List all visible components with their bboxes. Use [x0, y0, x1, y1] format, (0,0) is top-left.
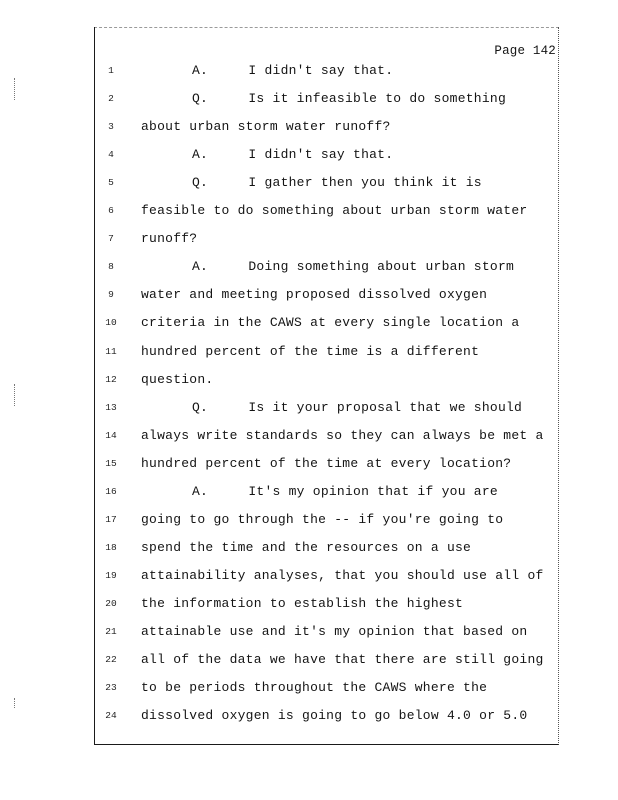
- transcript-line: [0, 566, 618, 586]
- transcript-line: [0, 370, 618, 390]
- line-text: attainability analyses, that you should use all of: [141, 567, 544, 583]
- line-text: A. I didn't say that.: [192, 147, 394, 163]
- line-number: 16: [105, 485, 117, 497]
- line-number: 12: [105, 373, 117, 385]
- page-number: Page 142: [494, 44, 556, 58]
- transcript-line: [0, 538, 618, 558]
- line-text: attainable use and it's my opinion that based on: [141, 624, 528, 639]
- transcript-line: [0, 285, 618, 305]
- line-number: 7: [108, 233, 114, 245]
- line-text: always write standards so they can always be met a: [141, 427, 544, 443]
- line-text: about urban storm water runoff?: [141, 119, 391, 135]
- line-number: 2: [108, 93, 114, 105]
- line-text: spend the time and the resources on a use: [141, 539, 472, 555]
- line-number: 24: [105, 710, 117, 722]
- transcript-line: [0, 510, 618, 530]
- line-text: dissolved oxygen is going to go below 4.0 or 5.0: [141, 708, 528, 724]
- transcript-line: [0, 678, 618, 698]
- line-number: 3: [108, 121, 114, 133]
- transcript-line: [0, 89, 618, 109]
- line-text: runoff?: [141, 231, 198, 247]
- transcript-line: [0, 342, 618, 362]
- line-number: 19: [105, 569, 117, 581]
- line-number: 20: [105, 597, 117, 609]
- line-number: 13: [105, 401, 117, 413]
- line-text: water and meeting proposed dissolved oxygen: [141, 287, 488, 303]
- line-text: going to go through the -- if you're going to: [141, 511, 504, 527]
- line-number: 10: [105, 317, 117, 329]
- line-text: A. I didn't say that.: [192, 63, 394, 78]
- transcript-line: [0, 145, 618, 165]
- line-text: hundred percent of the time is a different: [141, 343, 480, 359]
- transcript-line: [0, 482, 618, 502]
- line-number: 17: [105, 513, 117, 525]
- line-number: 14: [105, 429, 117, 441]
- transcript-line: [0, 117, 618, 137]
- line-number: 8: [108, 261, 114, 273]
- line-number: 23: [105, 682, 117, 694]
- line-text: Q. Is it your proposal that we should: [192, 399, 523, 415]
- transcript-line: [0, 398, 618, 418]
- line-text: A. Doing something about urban storm: [192, 259, 515, 275]
- line-number: 21: [105, 626, 117, 637]
- line-number: 22: [105, 654, 117, 666]
- line-number: 1: [108, 65, 114, 76]
- line-number: 6: [108, 205, 114, 217]
- line-text: criteria in the CAWS at every single location a: [141, 315, 520, 331]
- transcript-line: [0, 257, 618, 277]
- line-number: 15: [105, 457, 117, 469]
- transcript-line: [0, 173, 618, 193]
- line-number: 18: [105, 541, 117, 553]
- line-number: 9: [108, 289, 114, 301]
- line-text: hundred percent of the time at every location?: [141, 455, 512, 471]
- transcript-line: [0, 313, 618, 333]
- line-number: 5: [108, 177, 114, 189]
- line-text: to be periods throughout the CAWS where the: [141, 680, 488, 696]
- transcript-line: [0, 454, 618, 474]
- transcript-line: [0, 650, 618, 670]
- transcript-line: [0, 426, 618, 446]
- line-text: Q. Is it infeasible to do something: [192, 91, 506, 107]
- transcript-line: [0, 706, 618, 726]
- line-text: feasible to do something about urban storm water: [141, 203, 528, 219]
- line-text: Q. I gather then you think it is: [192, 175, 482, 191]
- transcript-line: [0, 201, 618, 221]
- line-number: 11: [105, 345, 117, 357]
- line-text: the information to establish the highest: [141, 595, 464, 611]
- line-number: 4: [108, 149, 114, 161]
- transcript-line: [0, 61, 618, 81]
- line-text: A. It's my opinion that if you are: [192, 483, 498, 499]
- line-text: question.: [141, 371, 214, 387]
- line-text: all of the data we have that there are still going: [141, 652, 544, 668]
- transcript-line: [0, 229, 618, 249]
- transcript-line: [0, 622, 618, 642]
- transcript-line: [0, 594, 618, 614]
